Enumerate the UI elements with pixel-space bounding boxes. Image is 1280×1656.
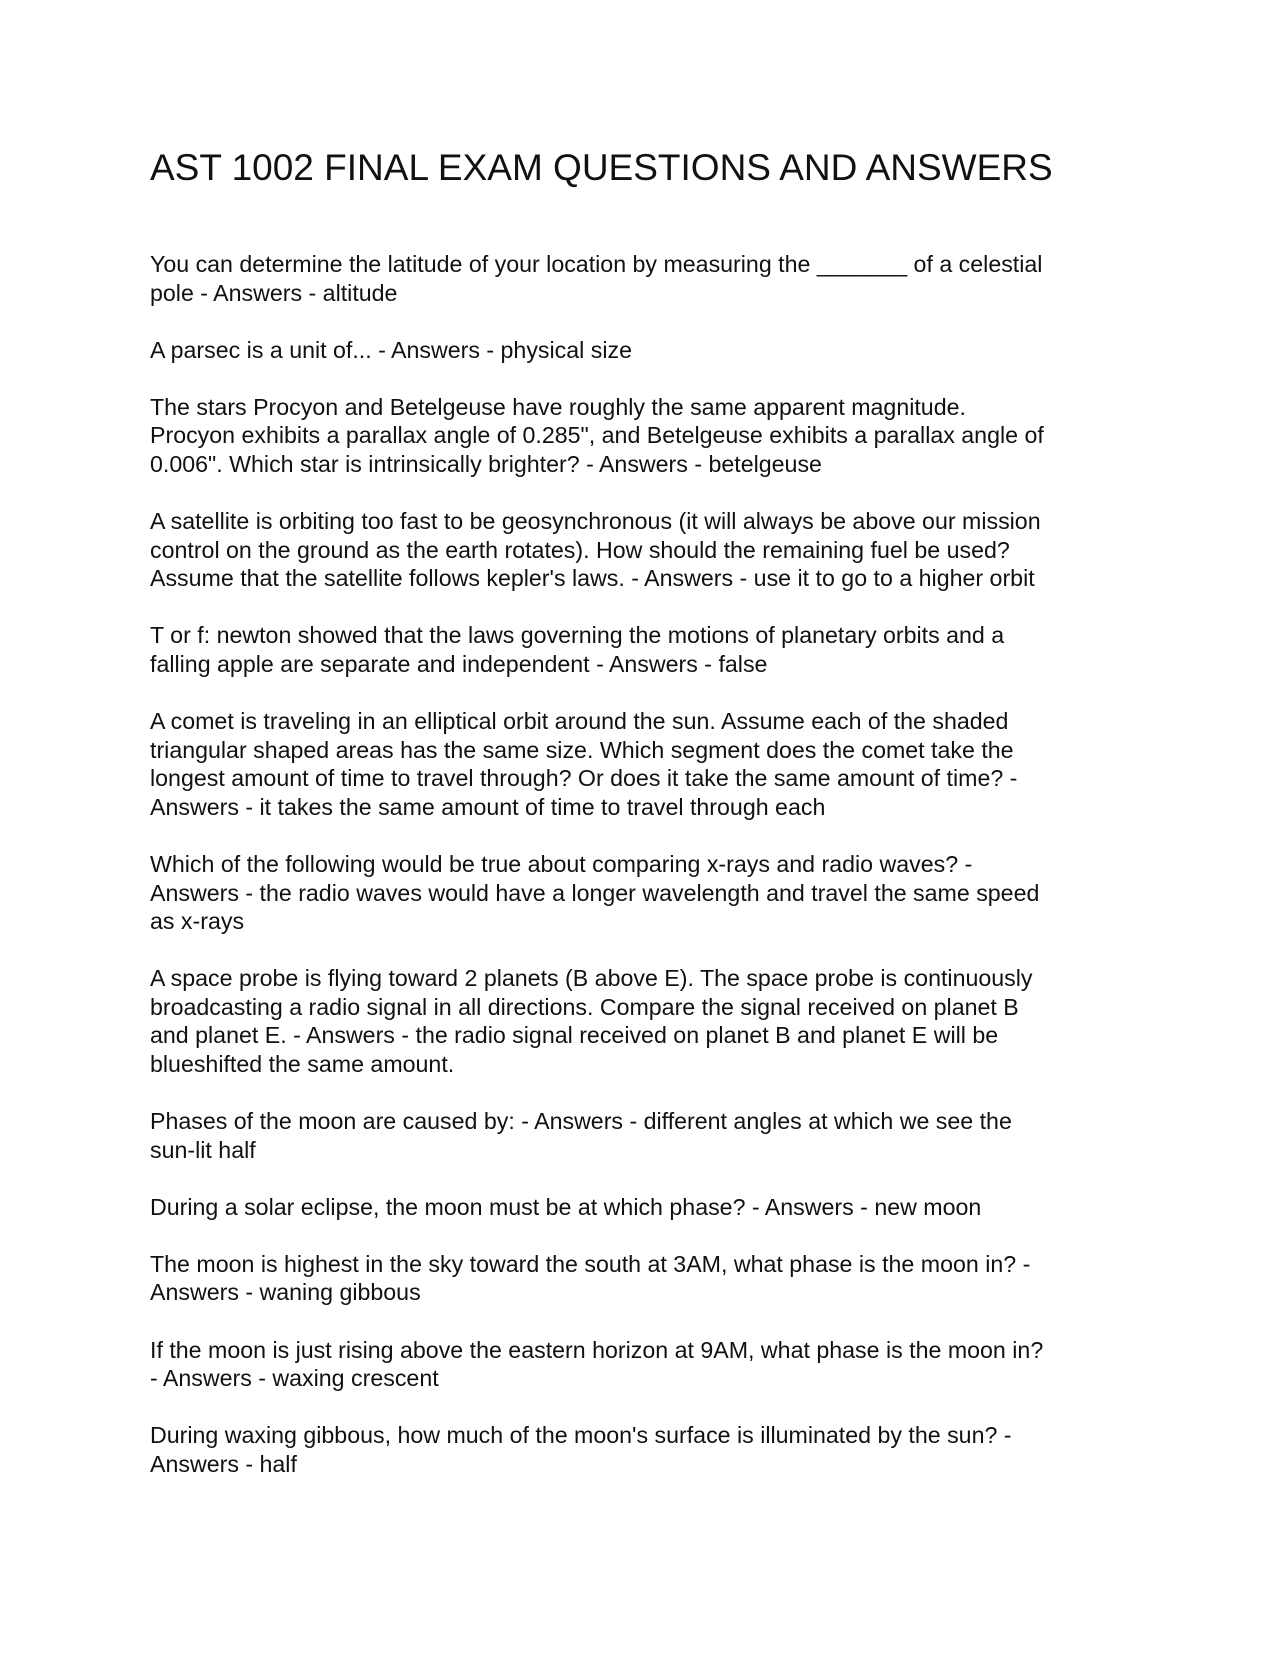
question-answer-line: longest amount of time to travel through? Or does it take the same amount of time? -: [150, 765, 1018, 792]
question-answer-line: You can determine the latitude of your location by measuring the _______ of a celestial: [150, 251, 1043, 277]
question-answer-line: A space probe is flying toward 2 planets (B above E). The space probe is continuously: [150, 965, 1033, 992]
question-answer-item: [150, 621, 1140, 678]
question-answer-line: If the moon is just rising above the eastern horizon at 9AM, what phase is the moon in?: [150, 1336, 1044, 1363]
question-answer-line: control on the ground as the earth rotates). How should the remaining fuel be used?: [150, 536, 1010, 563]
question-answer-line: During waxing gibbous, how much of the moon's surface is illuminated by the sun? -: [150, 1422, 1012, 1449]
question-answer-line: and planet E. - Answers - the radio signal received on planet B and planet E will be: [150, 1022, 999, 1049]
question-answer-item: [150, 964, 1140, 1078]
question-answer-item: [150, 250, 1140, 307]
question-answer-item: [150, 1336, 1140, 1393]
question-answer-line: A parsec is a unit of... - Answers - physical size: [150, 336, 632, 363]
document-title: AST 1002 FINAL EXAM QUESTIONS AND ANSWERS: [150, 147, 1053, 188]
question-answer-line: T or f: newton showed that the laws governing the motions of planetary orbits and a: [150, 622, 1005, 649]
question-answer-line: Which of the following would be true about comparing x-rays and radio waves? -: [150, 850, 973, 877]
question-answer-line: Answers - half: [150, 1450, 297, 1477]
question-answer-line: 0.006". Which star is intrinsically brighter? - Answers - betelgeuse: [150, 450, 822, 477]
question-answer-line: The stars Procyon and Betelgeuse have roughly the same apparent magnitude.: [150, 393, 966, 420]
question-answer-line: Assume that the satellite follows kepler's laws. - Answers - use it to go to a higher orbit: [150, 565, 1035, 592]
question-answer-line: blueshifted the same amount.: [150, 1050, 455, 1077]
question-answer-list: [150, 250, 1140, 1507]
question-answer-line: - Answers - waxing crescent: [150, 1365, 439, 1392]
question-answer-item: [150, 1193, 1140, 1222]
question-answer-line: Answers - it takes the same amount of time to travel through each: [150, 793, 826, 820]
question-answer-item: [150, 1107, 1140, 1164]
question-answer-line: During a solar eclipse, the moon must be at which phase? - Answers - new moon: [150, 1193, 982, 1220]
question-answer-line: falling apple are separate and independent - Answers - false: [150, 650, 768, 677]
question-answer-line: A comet is traveling in an elliptical orbit around the sun. Assume each of the shaded: [150, 708, 1009, 735]
question-answer-line: Answers - waning gibbous: [150, 1279, 421, 1306]
question-answer-item: [150, 393, 1140, 479]
question-answer-item: [150, 1421, 1140, 1478]
question-answer-line: The moon is highest in the sky toward the south at 3AM, what phase is the moon in? -: [150, 1250, 1031, 1277]
question-answer-line: pole - Answers - altitude: [150, 279, 398, 306]
question-answer-line: broadcasting a radio signal in all directions. Compare the signal received on planet B: [150, 993, 1019, 1020]
question-answer-line: Phases of the moon are caused by: - Answers - different angles at which we see the: [150, 1108, 1012, 1135]
question-answer-line: sun-lit half: [150, 1136, 256, 1163]
question-answer-item: [150, 1250, 1140, 1307]
question-answer-line: A satellite is orbiting too fast to be geosynchronous (it will always be above our mission: [150, 508, 1041, 535]
question-answer-line: triangular shaped areas has the same size. Which segment does the comet take the: [150, 736, 1014, 763]
question-answer-line: as x-rays: [150, 908, 245, 935]
question-answer-line: Answers - the radio waves would have a longer wavelength and travel the same speed: [150, 879, 1040, 906]
question-answer-item: [150, 507, 1140, 593]
question-answer-item: [150, 707, 1140, 821]
question-answer-line: Procyon exhibits a parallax angle of 0.285", and Betelgeuse exhibits a parallax angle of: [150, 422, 1044, 449]
question-answer-item: [150, 336, 1140, 365]
question-answer-item: [150, 850, 1140, 936]
